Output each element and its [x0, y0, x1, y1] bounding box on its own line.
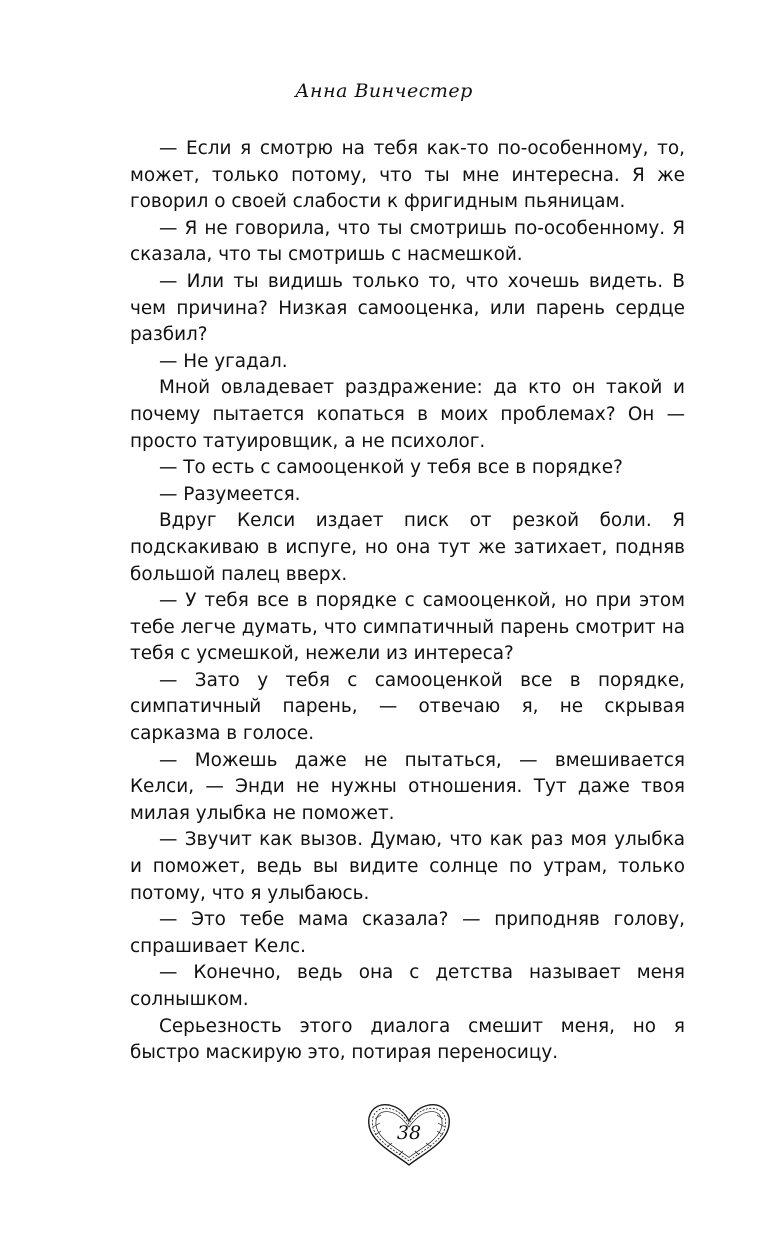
paragraph-9: — У тебя все в порядке с самооценкой, но при этом тебе легче думать, что симпатичный парень смотрит на тебя с усмешкой, нежели из интереса? — [130, 590, 685, 665]
paragraph-1: — Если я смотрю на тебя как-то по-особенному, то, может, только потому, что ты мне интересна. Я же говорил о своей слабости к фригидным пьяницам. — [130, 138, 685, 213]
page-number: 38 — [396, 1122, 422, 1144]
paragraph-5: Мной овладевает раздражение: да кто он такой и почему пытается копаться в моих проблемах? Он — просто татуировщик, а не психолог. — [130, 377, 685, 452]
paragraph-11: — Можешь даже не пытаться, — вмешивается Келси, — Энди не нужны отношения. Тут даже твоя милая улыбка не поможет. — [130, 749, 685, 824]
running-head-author: Анна Винчестер — [295, 80, 473, 102]
paragraph-13: — Это тебе мама сказала? — приподняв голову, спрашивает Келс. — [130, 909, 685, 957]
paragraph-14: — Конечно, ведь она с детства называет меня солнышком. — [130, 962, 685, 1010]
paragraph-12: — Звучит как вызов. Думаю, что как раз моя улыбка и поможет, ведь вы видите солнце по утрам, только потому, что я улыбаюсь. — [130, 829, 685, 904]
paragraph-15: Серьезность этого диалога смешит меня, но я быстро маскирую это, потирая переносицу. — [130, 1015, 685, 1064]
paragraph-10: — Зато у тебя с самооценкой все в порядке, симпатичный парень, — отвечаю я, не скрывая сарказма в голосе. — [130, 669, 685, 745]
paragraph-3: — Или ты видишь только то, что хочешь видеть. В чем причина? Низкая самооценка, или парень сердце разбил? — [130, 270, 685, 346]
paragraph-2: — Я не говорила, что ты смотришь по-особенному. Я сказала, что ты смотришь с насмешкой. — [130, 217, 685, 266]
paragraph-4: — Не угадал. — [159, 350, 288, 372]
paragraph-6: — То есть с самооценкой у тебя все в порядке? — [159, 457, 623, 479]
paragraph-8: Вдруг Келси издает писк от резкой боли. Я подскакиваю в испуге, но она тут же затихает, подняв большой палец вверх. — [130, 510, 685, 585]
paragraph-7: — Разумеется. — [159, 483, 301, 505]
page-number-ornament — [359, 1099, 459, 1169]
body-text — [130, 136, 685, 1067]
